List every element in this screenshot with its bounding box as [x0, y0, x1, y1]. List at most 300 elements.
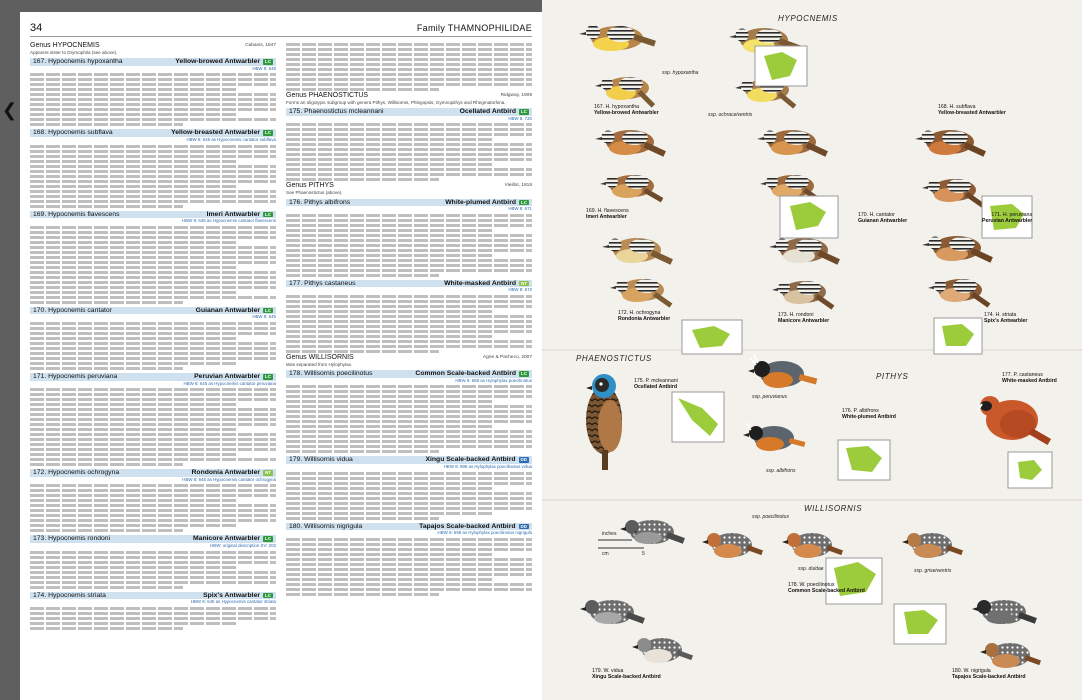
species-name: 177. Pithys castaneus: [289, 279, 356, 287]
body-text-line: [286, 315, 532, 318]
body-text-line: [30, 509, 276, 512]
hbw-reference: HBW 8: 698 as Hylophylax poecilinotus: [455, 377, 532, 383]
species-common-wrap: [419, 524, 529, 530]
ssp-label: ssp. duidae: [798, 566, 824, 572]
species-header: [30, 58, 276, 66]
body-text-line: [30, 296, 276, 299]
text-column-left: [30, 41, 276, 691]
body-text-line: [286, 224, 532, 227]
body-text-line: [30, 398, 276, 401]
previous-page-arrow-icon[interactable]: ❮: [2, 100, 18, 120]
body-text-line: [286, 335, 493, 338]
bird-172a: [602, 238, 673, 265]
species-common-name: Common Scale-backed Antbird: [415, 370, 516, 378]
body-text-line: [286, 543, 532, 546]
body-text-line: [286, 148, 532, 151]
status-badge: LC: [265, 130, 271, 136]
body-text-line: [30, 367, 183, 370]
bird-167a: [579, 25, 656, 51]
body-text-line: [286, 512, 493, 515]
body-text-line: [286, 254, 493, 257]
hbw-reference: HBW 8: 645 as Hypocnemis cantator ochrogyna: [182, 476, 276, 482]
body-text-line: [286, 244, 532, 247]
hbw-reference: HBW 8: 698 as Hylophylax poecilinotus nigrigula: [437, 530, 532, 536]
species-common-name: Guianan Antwarbler: [195, 306, 260, 314]
body-text-line: [30, 622, 237, 625]
body-text-line: [286, 340, 532, 343]
body-text-line: [30, 175, 276, 178]
species-common-wrap: [460, 109, 529, 115]
species-common-name: White-masked Antbird: [444, 279, 516, 287]
bird-172b: [610, 279, 672, 308]
plate-label-174: 174. H. striata Spix's Antwarbler: [984, 312, 1028, 324]
body-text-line: [30, 226, 276, 229]
body-text-line: [30, 113, 237, 116]
body-text-line: [286, 68, 532, 71]
genus-heading: [30, 43, 276, 49]
body-text-line: [286, 385, 532, 388]
species-header: [30, 129, 276, 137]
body-text-line: [286, 553, 493, 556]
body-text-line: [30, 514, 276, 517]
bird-173b: [772, 281, 834, 310]
body-text-line: [286, 264, 532, 267]
body-text-line: [286, 445, 532, 448]
body-text-line: [286, 83, 532, 86]
status-badge: LC: [265, 307, 271, 313]
status-badge: NT: [265, 470, 271, 476]
species-common-wrap: [207, 212, 273, 218]
ssp-label: ssp. griseiventris: [914, 568, 952, 574]
body-text-line: [30, 98, 276, 101]
body-text-line: [30, 155, 276, 158]
species-name: 169. Hypocnemis flavescens: [33, 210, 120, 218]
body-text-line: [286, 588, 532, 591]
plate-label-171: 171. H. peruviana Peruvian Antwarbler: [982, 212, 1033, 224]
plate-label-167: 167. H. hypoxantha Yellow-browed Antwarbler: [594, 104, 659, 116]
plate-genus-hypocnemis: HYPOCNEMIS: [778, 14, 838, 23]
body-text-line: [30, 266, 237, 269]
bird-174a: [922, 236, 993, 263]
body-text-line: [30, 453, 237, 456]
hbw-reference: HBW 8: 645: [252, 314, 276, 320]
species-common-wrap: [192, 470, 273, 476]
body-text-line: [30, 576, 276, 579]
status-badge: LC: [521, 371, 527, 377]
plate-label-172: 172. H. ochrogyna Rondonia Antwarbler: [618, 310, 671, 322]
body-text-line: [286, 153, 532, 156]
body-text-line: [30, 607, 276, 610]
hbw-reference: HBW 8: 648: [252, 65, 276, 71]
bird-177: [978, 396, 1051, 445]
body-text-line: [286, 390, 532, 393]
body-text-line: [286, 133, 532, 136]
bird-179b: [632, 638, 693, 663]
hbw-reference: HBW 8: 720: [508, 115, 532, 121]
body-text-line: [30, 352, 276, 355]
body-text-line: [30, 337, 237, 340]
plate-label-177: 177. P. castaneus White-masked Antbird: [1002, 372, 1057, 384]
body-text-line: [30, 438, 276, 441]
plate-label-180: 180. W. nigrigula Tapajos Scale-backed Antbird: [952, 668, 1026, 680]
body-text-line: [286, 477, 532, 480]
bird-175: [586, 374, 622, 470]
body-text-line: [286, 58, 532, 61]
hbw-reference: HBW 8: 645 as Hypocnemis cantator peruviana: [183, 380, 276, 386]
body-text-line: [30, 612, 276, 615]
body-text-line: [30, 322, 276, 325]
body-text-line: [286, 450, 439, 453]
status-badge: LC: [265, 59, 271, 65]
body-text-line: [286, 78, 532, 81]
body-text-line: [30, 88, 237, 91]
hbw-reference: HBW 8: 645 as Hypocnemis cantator subflava: [186, 136, 276, 142]
body-text-line: [30, 246, 276, 249]
body-text-line: [286, 573, 532, 576]
species-name: 170. Hypocnemis cantator: [33, 306, 112, 314]
ssp-label: ssp. ochraceiventris: [708, 112, 753, 118]
species-header: [30, 373, 276, 381]
body-text-line: [30, 408, 276, 411]
ssp-label: ssp. poecilinotus: [752, 514, 789, 520]
body-text-line: [30, 236, 276, 239]
species-common-name: Spix's Antwarbler: [203, 591, 260, 599]
range-map-169-170: [780, 196, 838, 238]
species-common-wrap: [193, 536, 273, 542]
body-text-line: [30, 170, 276, 173]
range-map-172-173: [682, 320, 742, 354]
plate-genus-willisornis: WILLISORNIS: [804, 504, 863, 513]
species-header: [30, 211, 276, 219]
body-text-line: [30, 581, 276, 584]
plate-label-176: 176. P. albifrons White-plumed Antbird: [842, 408, 896, 420]
bird-170a: [757, 130, 828, 157]
body-text-line: [286, 295, 532, 298]
body-text-line: [30, 418, 276, 421]
plate-label-179: 179. W. vidua Xingu Scale-backed Antbird: [592, 668, 661, 680]
body-text-line: [30, 362, 237, 365]
species-name: 176. Pithys albifrons: [289, 198, 351, 206]
body-text-line: [30, 403, 237, 406]
body-text-line: [286, 583, 532, 586]
body-text-line: [286, 415, 532, 418]
body-text-line: [30, 185, 237, 188]
bird-174b: [928, 279, 990, 308]
body-text-line: [286, 538, 532, 541]
bird-180a: [972, 600, 1037, 624]
genus-author: Vieillot, 1818: [504, 183, 532, 189]
body-text-line: [30, 529, 183, 532]
body-text-line: [30, 566, 237, 569]
body-text-line: [30, 231, 276, 234]
species-name: 174. Hypocnemis striata: [33, 591, 106, 599]
genus-note: Was separated from Hylophylax.: [286, 361, 353, 367]
bird-173a: [769, 238, 840, 265]
body-text-line: [30, 256, 276, 259]
body-text-line: [30, 276, 276, 279]
body-text-line: [286, 430, 532, 433]
range-map-176: [838, 440, 890, 480]
body-text-line: [30, 73, 276, 76]
genus-author: Ridgway, 1909: [500, 93, 532, 98]
body-text-line: [30, 271, 276, 274]
body-text-line: [30, 145, 276, 148]
species-common-name: Yellow-breasted Antwarbler: [171, 129, 260, 137]
species-common-name: Rondonia Antwarbler: [191, 469, 260, 477]
body-text-line: [30, 241, 237, 244]
body-text-line: [286, 43, 532, 46]
body-text-line: [286, 497, 532, 500]
body-text-line: [286, 53, 532, 56]
body-text-line: [30, 332, 276, 335]
species-header: [286, 456, 532, 464]
body-text-line: [286, 168, 532, 171]
plate-label-178: 178. W. poecilinotus Common Scale-backed Antbird: [788, 582, 865, 594]
species-name: 179. Willisornis vidua: [289, 456, 353, 464]
illustration-plate: [542, 0, 1082, 700]
species-header: [286, 280, 532, 288]
hbw-reference: HBW 8: 645 as Hypocnemis cantator flavescens: [182, 218, 276, 224]
body-text-line: [30, 627, 183, 630]
body-text-line: [286, 435, 532, 438]
body-text-line: [30, 150, 276, 153]
body-text-line: [30, 519, 276, 522]
body-text-line: [286, 138, 493, 141]
species-name: 167. Hypocnemis hypoxantha: [33, 58, 123, 66]
body-text-line: [286, 300, 532, 303]
body-text-line: [286, 330, 532, 333]
hbw-reference: HBW 8: 645 as Hypocnemis cantator striata: [190, 599, 276, 605]
body-text-line: [30, 301, 183, 304]
body-text-line: [30, 556, 276, 559]
body-text-line: [286, 350, 439, 353]
plate-label-170: 170. H. cantator Guianan Antwarbler: [858, 212, 908, 224]
genus-heading: [286, 183, 532, 189]
species-header: [286, 199, 532, 207]
species-header: [286, 108, 532, 116]
genus-name: Genus WILLISORNIS: [286, 353, 354, 361]
range-map-177: [1008, 452, 1052, 488]
status-badge: LC: [265, 592, 271, 598]
hbw-reference: HBW 8: 672: [508, 287, 532, 293]
genus-heading: [286, 93, 532, 99]
range-map-174: [934, 318, 982, 354]
genus-note: See Phaenostictus (above).: [286, 189, 343, 195]
body-text-line: [286, 345, 532, 348]
genus-note: Apparent sister to Drymophila (see above).: [30, 49, 118, 55]
body-text-line: [286, 400, 493, 403]
status-badge: LC: [521, 199, 527, 205]
body-text-line: [286, 219, 532, 222]
species-name: 178. Willisornis poecilinotus: [289, 370, 373, 378]
body-text-line: [286, 234, 532, 237]
body-text-line: [30, 281, 276, 284]
body-text-line: [286, 229, 493, 232]
bird-169b: [600, 175, 663, 202]
body-text-line: [30, 205, 183, 208]
body-text-line: [30, 195, 276, 198]
species-common-name: Peruvian Antwarbler: [194, 372, 260, 380]
body-text-line: [30, 428, 237, 431]
body-text-line: [30, 200, 276, 203]
body-text-line: [286, 214, 532, 217]
bird-178c: [782, 533, 843, 558]
family-heading: Family THAMNOPHILIDAE: [416, 23, 532, 33]
species-common-name: White-plumed Antbird: [445, 198, 516, 206]
body-text-line: [286, 123, 532, 126]
body-text-line: [30, 251, 276, 254]
species-name: 180. Willisornis nigrigula: [289, 522, 363, 530]
species-header: [286, 370, 532, 378]
genus-author: Agne & Pacheco, 2007: [482, 354, 532, 360]
body-text-line: [30, 489, 276, 492]
genus-name: Genus PHAENOSTICTUS: [286, 92, 369, 99]
plate-genus-phaenostictus: PHAENOSTICTUS: [576, 354, 652, 363]
species-name: 168. Hypocnemis subflava: [33, 129, 113, 137]
body-text-line: [286, 325, 532, 328]
body-text-line: [30, 586, 183, 589]
species-header: [30, 307, 276, 315]
range-map-178: [826, 558, 882, 604]
species-common-wrap: [196, 308, 273, 314]
body-text-line: [286, 507, 532, 510]
body-text-line: [286, 73, 532, 76]
body-text-line: [286, 310, 493, 313]
ssp-label: ssp. peruvianus: [752, 394, 788, 400]
body-text-line: [30, 165, 276, 168]
ssp-label: ssp. albifrons: [766, 468, 796, 474]
species-common-wrap: [171, 130, 273, 136]
species-name: 171. Hypocnemis peruviana: [33, 372, 118, 380]
body-text-line: [30, 180, 276, 183]
bird-171b: [922, 179, 984, 208]
plate-label-173: 173. H. rondoni Manicore Antwarbler: [778, 312, 830, 324]
body-text-line: [286, 395, 532, 398]
plate-label-175: 175. P. mcleannani Ocellated Antbird: [634, 378, 678, 390]
body-text-line: [286, 563, 532, 566]
status-badge: DD: [520, 523, 527, 529]
species-common-wrap: [415, 371, 529, 377]
body-text-line: [30, 499, 237, 502]
species-header: [286, 523, 532, 531]
body-text-line: [30, 103, 276, 106]
genus-heading: [286, 355, 532, 361]
page-header: [30, 22, 532, 37]
body-text-line: [30, 327, 276, 330]
body-text-line: [286, 410, 532, 413]
body-text-line: [286, 269, 532, 272]
body-text-line: [30, 190, 276, 193]
body-text-line: [286, 548, 532, 551]
body-text-line: [30, 342, 276, 345]
species-common-wrap: [425, 457, 529, 463]
body-text-line: [30, 78, 276, 81]
body-text-line: [286, 568, 532, 571]
scale-inches-value: 3: [634, 531, 637, 537]
species-common-name: Imeri Antwarbler: [206, 210, 260, 218]
body-text-line: [30, 108, 276, 111]
status-badge: LC: [265, 373, 271, 379]
body-text-line: [286, 143, 532, 146]
body-text-line: [286, 48, 532, 51]
species-common-wrap: [194, 374, 273, 380]
body-text-line: [30, 286, 276, 289]
bird-178b: [702, 533, 763, 558]
body-text-line: [30, 463, 183, 466]
body-text-line: [286, 558, 532, 561]
status-badge: NT: [521, 280, 527, 286]
species-common-name: Tapajos Scale-backed Antbird: [419, 522, 516, 530]
hbw-reference: HBW 8: 698 as Hylophylax poecilinotus vidua: [443, 463, 532, 469]
body-text-line: [286, 593, 439, 596]
body-text-line: [286, 517, 439, 520]
body-text-line: [30, 261, 276, 264]
body-text-line: [30, 433, 276, 436]
body-text-line: [286, 178, 439, 181]
body-text-line: [30, 448, 276, 451]
body-text-line: [286, 173, 532, 176]
body-text-line: [286, 305, 532, 308]
species-header: [30, 535, 276, 543]
body-text-line: [286, 88, 439, 91]
hbw-reference: HBW: original description SV: 202: [210, 542, 276, 548]
body-text-line: [30, 123, 183, 126]
status-badge: LC: [265, 536, 271, 542]
body-text-line: [30, 160, 237, 163]
species-common-name: Xingu Scale-backed Antbird: [425, 456, 516, 464]
body-text-line: [286, 63, 532, 66]
status-badge: LC: [521, 109, 527, 115]
range-map-175: [672, 392, 724, 442]
species-common-wrap: [445, 200, 529, 206]
body-text-line: [30, 393, 276, 396]
body-text-line: [286, 249, 532, 252]
body-text-line: [286, 259, 532, 262]
body-text-line: [286, 158, 532, 161]
body-text-line: [286, 405, 532, 408]
species-name: 173. Hypocnemis rondoni: [33, 535, 111, 543]
body-text-line: [30, 617, 276, 620]
hbw-reference: HBW 8: 671: [508, 206, 532, 212]
range-map-167-168: [755, 46, 807, 86]
bird-171a: [915, 130, 986, 157]
scale-inches-label: inches: [602, 531, 617, 537]
species-common-wrap: [175, 59, 273, 65]
body-text-line: [286, 440, 532, 443]
body-text-line: [286, 492, 532, 495]
genus-author: Cabanis, 1847: [245, 43, 276, 48]
body-text-line: [30, 458, 276, 461]
bird-180b: [980, 643, 1041, 668]
text-columns: [30, 41, 532, 691]
body-text-line: [286, 578, 493, 581]
plate-label-169: 169. H. flavescens Imeri Antwarbler: [586, 208, 629, 220]
body-text-line: [286, 425, 493, 428]
body-text-line: [30, 551, 276, 554]
body-text-line: [30, 524, 237, 527]
scale-cm-label: cm: [602, 551, 609, 557]
page-number: 34: [30, 22, 43, 34]
genus-note: Forms an oligotypic subgroup with genera Pithys, Willisornis, Phlegopsis, Gymnopithys and Rhegmatorhina.: [286, 99, 506, 105]
body-text-line: [30, 413, 276, 416]
species-common-name: Manicore Antwarbler: [193, 535, 260, 543]
bird-178d: [902, 533, 963, 558]
body-text-line: [286, 487, 493, 490]
species-header: [30, 469, 276, 477]
body-text-line: [30, 504, 276, 507]
body-text-line: [286, 163, 493, 166]
body-text-line: [286, 274, 439, 277]
